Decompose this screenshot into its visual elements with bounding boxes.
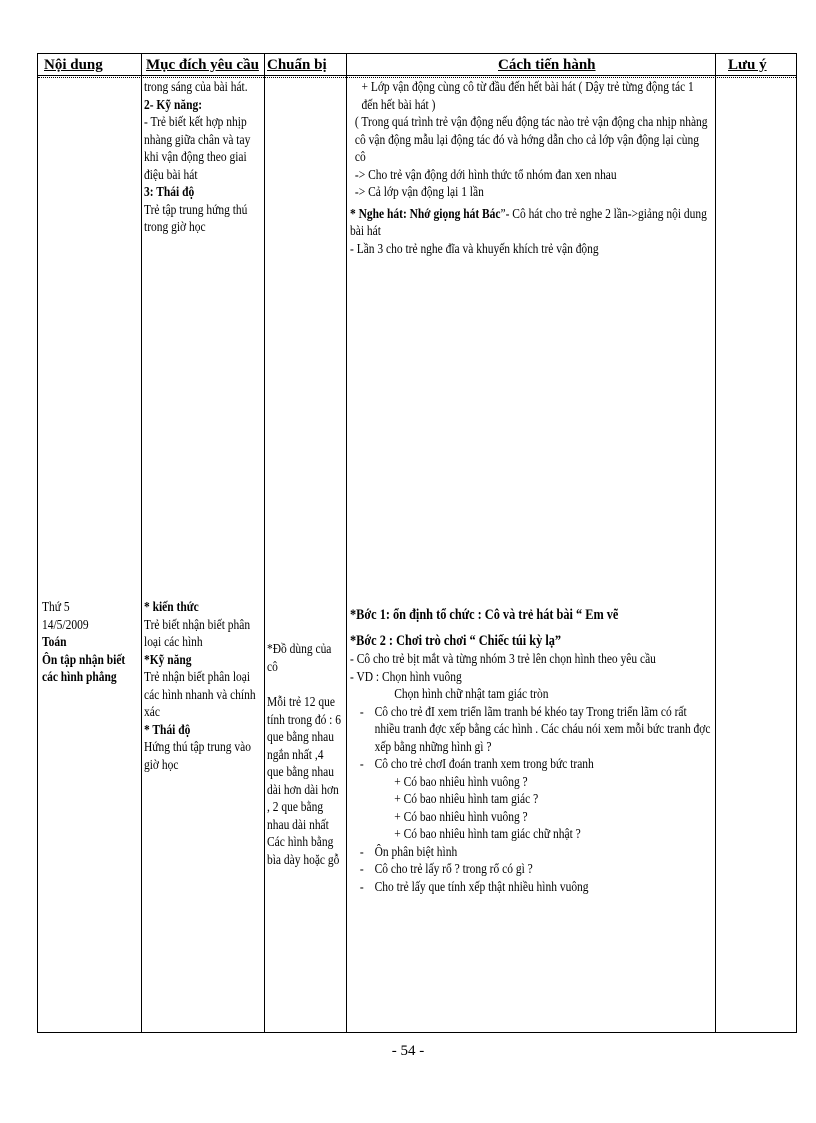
preparation-text: *Đồ dùng của cô — [267, 642, 332, 675]
objective-text: Trẻ biết nhận biết phân loại các hình — [144, 617, 251, 650]
objective-heading-skills: *Kỹ năng — [144, 652, 192, 668]
row2-preparation — [267, 641, 342, 869]
row2-objectives — [144, 599, 259, 774]
header-objectives: Mục đích yêu cầu — [146, 57, 259, 73]
header-divider — [38, 75, 796, 76]
lesson-topic: Ôn tập nhận biết các hình phẳng — [42, 652, 126, 685]
question-line: + Có bao nhiêu hình tam giác ? — [394, 792, 539, 807]
row2-procedure — [350, 605, 715, 896]
header-preparation: Chuẩn bị — [267, 57, 327, 73]
column-divider — [715, 54, 716, 1032]
step-2-title: *Bớc 2 : Chơi trò chơi “ Chiếc túi kỳ lạ” — [350, 633, 562, 649]
procedure-line: - Cô cho trẻ bịt mắt và từng nhóm 3 trẻ lên chọn hình theo yêu cầu — [350, 652, 656, 667]
question-line: + Có bao nhiêu hình tam giác chữ nhật ? — [394, 827, 581, 842]
objective-text: Hứng thú tập trung vào giờ học — [144, 740, 251, 773]
objective-text: Trẻ tập trung hứng thú trong giờ học — [144, 202, 248, 235]
procedure-line: -> Cả lớp vận động lại 1 lần — [354, 185, 484, 200]
objective-text: - Trẻ biết kết hợp nhịp nhàng giữa chân và tay khi vận động theo giai điệu bài hát — [144, 115, 251, 183]
procedure-line — [350, 206, 711, 241]
row1-objectives — [144, 79, 259, 237]
list-item: - Cô cho trẻ đI xem triển lãm tranh bé khéo tay Trong triển lãm có rất nhiều tranh đợc xếp bằng các hình . Các cháu nói xem mỗi bức tranh đợc xếp bằng những hình gì ? — [350, 704, 715, 757]
list-item: - Cô cho trẻ chơI đoán tranh xem trong bức tranh — [350, 756, 715, 774]
page-number: - 54 - — [391, 1043, 425, 1059]
question-line: + Có bao nhiêu hình vuông ? — [394, 809, 528, 825]
procedure-line: - Lần 3 cho trẻ nghe đĩa và khuyến khích trẻ vận động — [350, 241, 599, 257]
lesson-plan-table — [37, 53, 797, 1033]
row1-procedure — [350, 79, 711, 258]
procedure-line: Chọn hình chữ nhật tam giác tròn — [394, 687, 549, 702]
objective-text: trong sáng của bài hát. — [144, 80, 248, 95]
lesson-date: 14/5/2009 — [42, 617, 89, 633]
header-procedure: Cách tiến hành — [498, 57, 596, 73]
objective-heading-knowledge: * kiến thức — [144, 600, 199, 615]
procedure-list — [350, 844, 715, 897]
row2-content — [42, 599, 139, 687]
listening-title: * Nghe hát: Nhớ giọng hát Bác — [350, 206, 501, 222]
objective-heading-attitude: * Thái độ — [144, 722, 191, 738]
list-item: - Cho trẻ lấy que tính xếp thật nhiều hình vuông — [350, 879, 715, 897]
objective-text: Trẻ nhận biết phân loại các hình nhanh và chính xác — [144, 670, 256, 720]
procedure-line: + Lớp vận động cùng cô từ đầu đến hết bài hát ( Dậy trẻ từng động tác 1 đến hết bài hát ) — [361, 80, 694, 113]
column-divider — [346, 54, 347, 1032]
preparation-text: Mỗi trẻ 12 que tính trong đó : 6 que bằng nhau ngắn nhất ,4 que bằng nhau dài hơn dài hơn , 2 que bằng nhau dài nhất — [267, 695, 341, 833]
objective-heading-skills: 2- Kỹ năng: — [144, 97, 203, 113]
procedure-line: - VD : Chọn hình vuông — [350, 669, 462, 685]
header-notes: Lưu ý — [728, 57, 767, 73]
lesson-day: Thứ 5 — [42, 600, 70, 615]
question-line: + Có bao nhiêu hình vuông ? — [394, 774, 528, 790]
objective-heading-attitude: 3: Thái độ — [144, 185, 195, 200]
list-item: - Cô cho trẻ lấy rổ ? trong rổ có gì ? — [350, 861, 715, 879]
lesson-subject: Toán — [42, 635, 67, 650]
step-1-title: *Bớc 1: ổn định tổ chức : Cô và trẻ hát bài “ Em vẽ — [350, 607, 619, 623]
procedure-line: ( Trong quá trình trẻ vận động nếu động tác nào trẻ vận động cha nhịp nhàng cô vận động mẫu lại động tác đó và hớng dẫn cho cả lớp vận động lại cùng cô — [354, 115, 708, 165]
header-dotted-line — [38, 77, 796, 78]
procedure-list — [350, 704, 715, 774]
preparation-text: Các hình bằng bìa dày hoặc gỗ — [267, 835, 340, 868]
list-item: - Ôn phân biệt hình — [350, 844, 715, 862]
header-content: Nội dung — [44, 57, 103, 73]
column-divider — [264, 54, 265, 1032]
procedure-line: -> Cho trẻ vận động dới hình thức tổ nhóm đan xen nhau — [354, 167, 617, 183]
listening-text: ”- Cô hát cho trẻ nghe 2 lần->giảng nội dung bài hát — [350, 206, 707, 239]
column-divider — [141, 54, 142, 1032]
